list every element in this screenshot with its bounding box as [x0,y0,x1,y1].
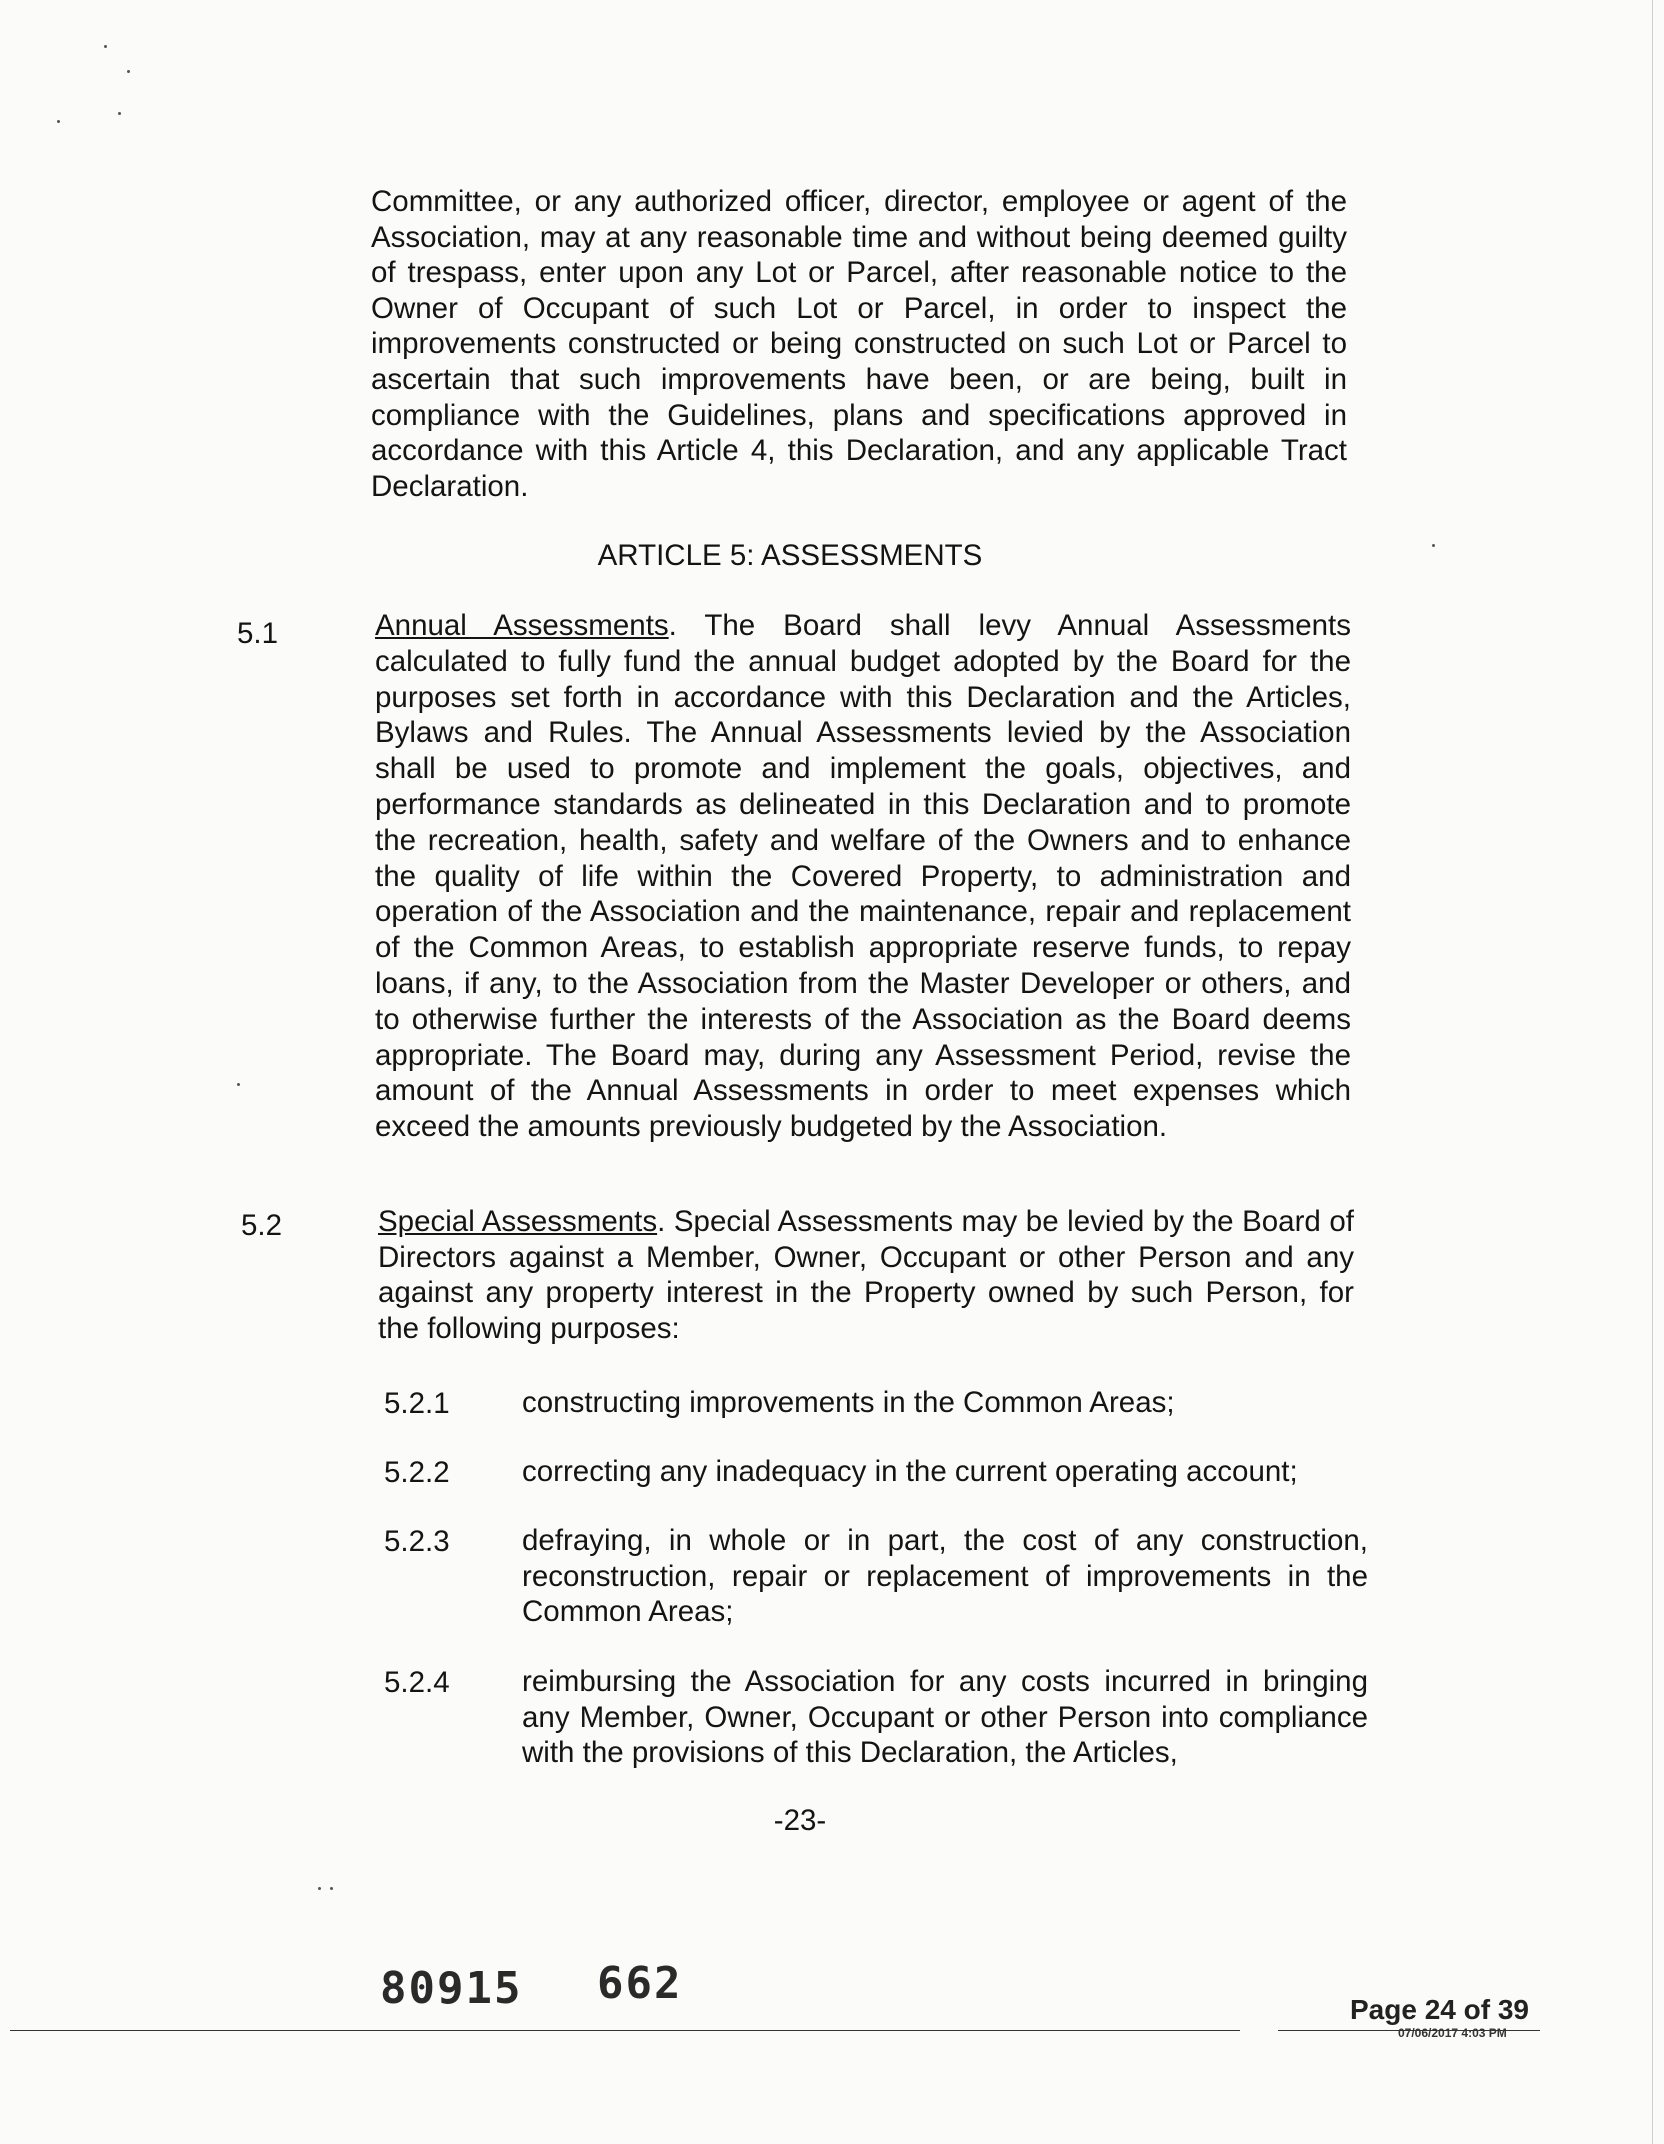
scan-speck [57,120,60,123]
scan-speck [318,1887,321,1890]
section-5-2-paragraph [378,1204,1354,1346]
scan-speck [237,1083,240,1086]
scan-speck [330,1887,333,1890]
page-number: -23- [773,1804,827,1837]
section-number: 5.2 [241,1209,283,1242]
section-body: . Special Assessments may be levied by the Board of Directors against a Member, Owner, Occupant or other Person and any against any property interest in the Property owned by such Person, for the following purposes: [378,1205,1354,1345]
recording-book-stamp: 80915 [380,1963,523,2014]
section-title: Annual Assessments [375,609,669,642]
section-number: 5.1 [237,617,279,650]
page-count: Page 24 of 39 [1350,1994,1529,2025]
section-body: . The Board shall levy Annual Assessments calculated to fully fund the annual budget adopted by the Board for the purposes set forth in accordance with this Declaration and the Articles, Bylaws and Rules. The Annual Assessments levied by the Association shall be used to promote and implement the goals, objectives, and performance standards as delineated in this Declaration and to promote the recreation, health, safety and welfare of the Owners and to enhance the quality of life within the Covered Property, to administration and operation of the Association and the maintenance, repair and replacement of the Common Areas, to establish appropriate reserve funds, to repay loans, if any, to the Association from the Master Developer or others, and to otherwise further the interests of the Association as the Board deems appropriate. The Board may, during any Assessment Period, revise the amount of the Annual Assessments in order to meet expenses which exceed the amounts previously budgeted by the Association. [375,609,1352,1144]
scan-speck [1432,544,1435,547]
recording-page-stamp: 662 [597,1958,683,2009]
subsection-number: 5.2.1 [384,1387,450,1420]
scan-edge [1652,0,1653,2144]
subsection-text: defraying, in whole or in part, the cost of any construction, reconstruction, repair or replacement of improvements in the Common Areas; [522,1524,1368,1629]
continuation-paragraph: Committee, or any authorized officer, director, employee or agent of the Association, may at any reasonable time and without being deemed guilty of trespass, enter upon any Lot or Parcel, after reasonable notice to the Owner of Occupant of such Lot or Parcel, in order to inspect the improvements constructed or being constructed on such Lot or Parcel to ascertain that such improvements have been, or are being, built in compliance with the Guidelines, plans and specifications approved in accordance with this Article 4, this Declaration, and any applicable Tract Declaration. [371,185,1347,503]
footer-rule [10,2030,1240,2031]
article-heading: ARTICLE 5: ASSESSMENTS [597,539,983,572]
subsection-text: reimbursing the Association for any costs incurred in bringing any Member, Owner, Occupant or other Person into compliance with the provisions of this Declaration, the Articles, [522,1665,1368,1770]
record-timestamp: 07/06/2017 4:03 PM [1398,2026,1507,2040]
subsection-text: constructing improvements in the Common Areas; [522,1386,1175,1419]
subsection-number: 5.2.2 [384,1456,450,1489]
section-5-1-paragraph [375,608,1351,1145]
scan-speck [118,112,121,115]
section-title: Special Assessments [378,1205,658,1238]
scan-speck [127,70,130,73]
subsection-number: 5.2.4 [384,1666,450,1699]
subsection-number: 5.2.3 [384,1525,450,1558]
scan-speck [104,45,107,48]
subsection-text: correcting any inadequacy in the current operating account; [522,1455,1298,1488]
